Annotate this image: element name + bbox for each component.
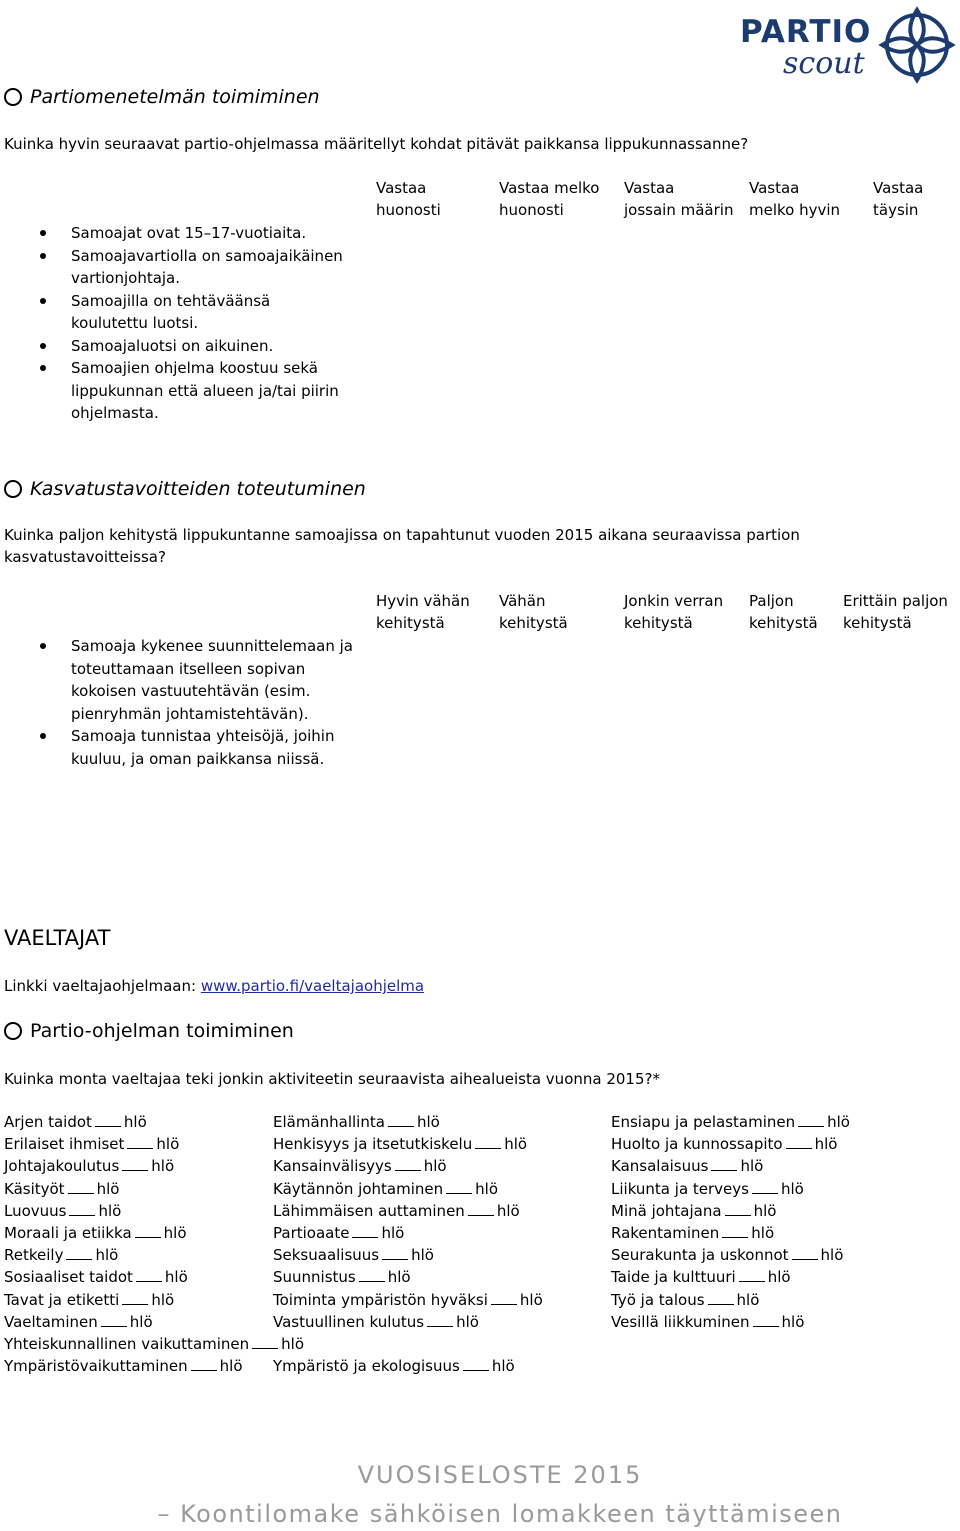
- count-blank[interactable]: [388, 1113, 414, 1127]
- s2-col-header-4: Paljon kehitystä: [749, 592, 818, 632]
- section1-title: Partiomenetelmän toimiminen: [30, 86, 320, 108]
- activity-row: [273, 1311, 543, 1333]
- unit-label: hlö: [827, 1113, 850, 1131]
- list-item: Samoaja tunnistaa yhteisöjä, joihin kuuluu, ja oman paikkansa niissä.: [4, 725, 374, 770]
- count-blank[interactable]: [739, 1268, 765, 1282]
- count-blank[interactable]: [352, 1224, 378, 1238]
- activity-row: [4, 1311, 304, 1333]
- s1-col-header-1: Vastaa huonosti: [376, 179, 441, 219]
- count-blank[interactable]: [446, 1180, 472, 1194]
- count-blank[interactable]: [491, 1291, 517, 1305]
- activity-label: Ympäristövaikuttaminen: [4, 1357, 188, 1376]
- unit-label: hlö: [416, 1113, 440, 1131]
- activity-label: Huolto ja kunnossapito: [611, 1135, 783, 1154]
- unit-label: hlö: [767, 1268, 791, 1287]
- count-blank[interactable]: [136, 1268, 162, 1282]
- activity-label: Taide ja kulttuuri: [611, 1268, 736, 1287]
- activity-label: Minä johtajana: [611, 1201, 722, 1220]
- activity-label: Kansainvälisyys: [273, 1157, 392, 1176]
- count-blank[interactable]: [191, 1357, 217, 1371]
- unit-label: hlö: [751, 1223, 775, 1242]
- unit-label: hlö: [163, 1223, 187, 1242]
- activity-row: [4, 1133, 304, 1155]
- unit-label: hlö: [387, 1268, 411, 1287]
- vaeltajat-title: VAELTAJAT: [4, 926, 111, 950]
- activity-row: [4, 1200, 304, 1222]
- count-blank[interactable]: [722, 1224, 748, 1238]
- activity-label: Käsityöt: [4, 1179, 65, 1198]
- link-label: Linkki vaeltajaohjelmaan:: [4, 977, 201, 995]
- unit-label: hlö: [151, 1290, 175, 1309]
- activity-label: Suunnistus: [273, 1268, 356, 1287]
- count-blank[interactable]: [122, 1291, 148, 1305]
- activity-label: Elämänhallinta: [273, 1113, 385, 1131]
- count-blank[interactable]: [359, 1268, 385, 1282]
- s2-col-header-2: Vähän kehitystä: [499, 592, 568, 632]
- s1-col-header-3: Vastaa jossain määrin: [624, 179, 734, 219]
- activity-column-3: [611, 1111, 850, 1333]
- count-blank[interactable]: [752, 1180, 778, 1194]
- count-blank[interactable]: [475, 1135, 501, 1149]
- list-item: Samoaja kykenee suunnittelemaan ja toteuttamaan itselleen sopivan kokoisen vastuutehtävän (esim. pienryhmän johtamistehtävän).: [4, 635, 374, 725]
- section2-item-list: [4, 635, 374, 770]
- activity-row: [611, 1222, 850, 1244]
- unit-label: hlö: [475, 1179, 498, 1198]
- s2-col-header-5: Erittäin paljon kehitystä: [843, 592, 948, 632]
- count-blank[interactable]: [427, 1313, 453, 1327]
- unit-label: hlö: [129, 1312, 153, 1331]
- activity-label: Vaeltaminen: [4, 1312, 98, 1331]
- activity-label: Tavat ja etiketti: [4, 1290, 120, 1309]
- activity-label: Luovuus: [4, 1201, 67, 1220]
- section1-heading: [4, 86, 320, 108]
- activity-row: [273, 1111, 543, 1133]
- unit-label: hlö: [95, 1246, 119, 1265]
- activity-label: Lähimmäisen auttaminen: [273, 1201, 465, 1220]
- list-item: Samoajavartiolla on samoajaikäinen vartionjohtaja.: [4, 245, 344, 290]
- activity-row: [611, 1111, 850, 1133]
- activity-label: Erilaiset ihmiset: [4, 1135, 125, 1154]
- section2-heading: [4, 478, 366, 500]
- unit-label: hlö: [151, 1157, 175, 1176]
- s2-col-header-1: Hyvin vähän kehitystä: [376, 592, 470, 632]
- activity-row: [273, 1222, 543, 1244]
- list-item: Samoajat ovat 15–17-vuotiaita.: [4, 222, 344, 245]
- section2-question: Kuinka paljon kehitystä lippukuntanne samoajissa on tapahtunut vuoden 2015 aikana seuraavissa partion kasvatustavoitteissa?: [4, 526, 800, 566]
- activity-label: Seksuaalisuus: [273, 1246, 380, 1265]
- circle-icon: [4, 88, 22, 106]
- count-blank[interactable]: [127, 1135, 153, 1149]
- count-blank[interactable]: [122, 1157, 148, 1171]
- unit-label: hlö: [123, 1113, 147, 1131]
- activity-row: [273, 1155, 543, 1177]
- lily-emblem-icon: [874, 2, 960, 88]
- unit-label: hlö: [456, 1312, 479, 1331]
- activity-label: Sosiaaliset taidot: [4, 1268, 133, 1287]
- activity-row: [273, 1178, 543, 1200]
- logo-text-partio: PARTIO: [740, 14, 872, 50]
- unit-label: hlö: [156, 1135, 180, 1154]
- count-blank[interactable]: [711, 1157, 737, 1171]
- unit-label: hlö: [504, 1135, 528, 1154]
- unit-label: hlö: [96, 1179, 120, 1198]
- s1-col-header-4: Vastaa melko hyvin: [749, 179, 841, 219]
- activity-label: Ensiapu ja pelastaminen: [611, 1113, 796, 1131]
- activity-row: [611, 1311, 850, 1333]
- activity-row: [4, 1333, 304, 1355]
- activity-row: [273, 1266, 543, 1288]
- activity-row: [4, 1355, 304, 1377]
- count-blank[interactable]: [786, 1135, 812, 1149]
- unit-label: hlö: [781, 1312, 805, 1331]
- count-blank[interactable]: [725, 1202, 751, 1216]
- count-blank[interactable]: [708, 1291, 734, 1305]
- unit-label: hlö: [820, 1246, 844, 1265]
- unit-label: hlö: [164, 1268, 188, 1287]
- list-item: Samoajilla on tehtäväänsä koulutettu luotsi.: [4, 290, 344, 335]
- count-blank[interactable]: [468, 1202, 494, 1216]
- activity-label: Arjen taidot: [4, 1113, 92, 1131]
- circle-icon: [4, 1022, 22, 1040]
- section2-title: Kasvatustavoitteiden toteutuminen: [30, 478, 366, 500]
- activity-row: [4, 1222, 304, 1244]
- count-blank[interactable]: [68, 1180, 94, 1194]
- count-blank[interactable]: [798, 1113, 824, 1127]
- vaeltajat-link-line: [4, 977, 424, 995]
- count-blank[interactable]: [101, 1313, 127, 1327]
- unit-label: hlö: [740, 1157, 764, 1176]
- activity-row: [611, 1155, 850, 1177]
- activity-column-1: [4, 1111, 304, 1377]
- unit-label: hlö: [281, 1334, 305, 1353]
- activity-row: [273, 1333, 543, 1355]
- activity-row: [611, 1266, 850, 1288]
- unit-label: hlö: [98, 1201, 122, 1220]
- activity-column-2: [273, 1111, 543, 1377]
- activity-label: Vastuullinen kulutus: [273, 1312, 425, 1331]
- section3-question: Kuinka monta vaeltajaa teki jonkin aktiviteetin seuraavista aihealueista vuonna 2015?*: [4, 1070, 660, 1088]
- unit-label: hlö: [423, 1157, 447, 1176]
- activity-label: Retkeily: [4, 1246, 64, 1265]
- unit-label: hlö: [491, 1357, 515, 1376]
- activity-label: Seurakunta ja uskonnot: [611, 1246, 789, 1265]
- list-item: Samoajaluotsi on aikuinen.: [4, 335, 344, 358]
- activity-row: [4, 1289, 304, 1311]
- activity-row: [4, 1178, 304, 1200]
- unit-label: hlö: [814, 1135, 838, 1154]
- unit-label: hlö: [381, 1223, 405, 1242]
- activity-label: Johtajakoulutus: [4, 1157, 120, 1176]
- unit-label: hlö: [411, 1246, 434, 1265]
- count-blank[interactable]: [69, 1202, 95, 1216]
- count-blank[interactable]: [463, 1357, 489, 1371]
- activity-row: [4, 1155, 304, 1177]
- section1-question: Kuinka hyvin seuraavat partio-ohjelmassa määritellyt kohdat pitävät paikkansa lippukunnassanne?: [4, 135, 749, 153]
- activity-row: [273, 1133, 543, 1155]
- activity-row: [273, 1200, 543, 1222]
- activity-label: Rakentaminen: [611, 1223, 720, 1242]
- activity-row: [611, 1133, 850, 1155]
- activity-label: Käytännön johtaminen: [273, 1179, 444, 1198]
- activity-label: Moraali ja etiikka: [4, 1223, 132, 1242]
- count-blank[interactable]: [135, 1224, 161, 1238]
- count-blank[interactable]: [95, 1113, 121, 1127]
- activity-label: Työ ja talous: [611, 1290, 705, 1309]
- footer-title: VUOSISELOSTE 2015: [357, 1461, 643, 1489]
- activity-row: [611, 1178, 850, 1200]
- unit-label: hlö: [519, 1290, 543, 1309]
- activity-row: [4, 1244, 304, 1266]
- partio-scout-logo: [738, 2, 960, 90]
- s1-col-header-5: Vastaa täysin: [873, 179, 924, 219]
- activity-row: [273, 1289, 543, 1311]
- activity-label: Partioaate: [273, 1223, 350, 1242]
- activity-row: [611, 1200, 850, 1222]
- activity-row: [611, 1289, 850, 1311]
- activity-label: Ympäristö ja ekologisuus: [273, 1357, 460, 1376]
- section3-heading: [4, 1020, 294, 1042]
- unit-label: hlö: [753, 1201, 777, 1220]
- footer-subtitle: – Koontilomake sähköisen lomakkeen täyttämiseen: [157, 1500, 843, 1528]
- section3-title: Partio-ohjelman toimiminen: [30, 1020, 294, 1042]
- unit-label: hlö: [496, 1201, 520, 1220]
- s2-col-header-3: Jonkin verran kehitystä: [624, 592, 724, 632]
- activity-label: Toiminta ympäristön hyväksi: [273, 1290, 488, 1309]
- activity-row: [611, 1244, 850, 1266]
- count-blank[interactable]: [395, 1157, 421, 1171]
- unit-label: hlö: [736, 1290, 760, 1309]
- activity-label: Yhteiskunnallinen vaikuttaminen: [4, 1334, 250, 1353]
- activity-label: Henkisyys ja itsetutkiskelu: [273, 1135, 473, 1154]
- count-blank[interactable]: [382, 1246, 408, 1260]
- section1-item-list: [4, 222, 344, 425]
- s1-col-header-2: Vastaa melko huonosti: [499, 179, 600, 219]
- logo-text-scout: scout: [783, 46, 865, 81]
- activity-label: Vesillä liikkuminen: [611, 1312, 750, 1331]
- count-blank[interactable]: [753, 1313, 779, 1327]
- count-blank[interactable]: [66, 1246, 92, 1260]
- activity-label: Kansalaisuus: [611, 1157, 709, 1176]
- circle-icon: [4, 480, 22, 498]
- activity-row: [273, 1244, 543, 1266]
- activity-row: [273, 1355, 543, 1377]
- activity-row: [4, 1266, 304, 1288]
- unit-label: hlö: [219, 1357, 243, 1376]
- unit-label: hlö: [780, 1179, 804, 1198]
- list-item: Samoajien ohjelma koostuu sekä lippukunnan että alueen ja/tai piirin ohjelmasta.: [4, 357, 344, 425]
- count-blank[interactable]: [792, 1246, 818, 1260]
- vaeltajaohjelma-link[interactable]: www.partio.fi/vaeltajaohjelma: [200, 977, 425, 995]
- activity-label: Liikunta ja terveys: [611, 1179, 749, 1198]
- activity-row: [4, 1111, 304, 1133]
